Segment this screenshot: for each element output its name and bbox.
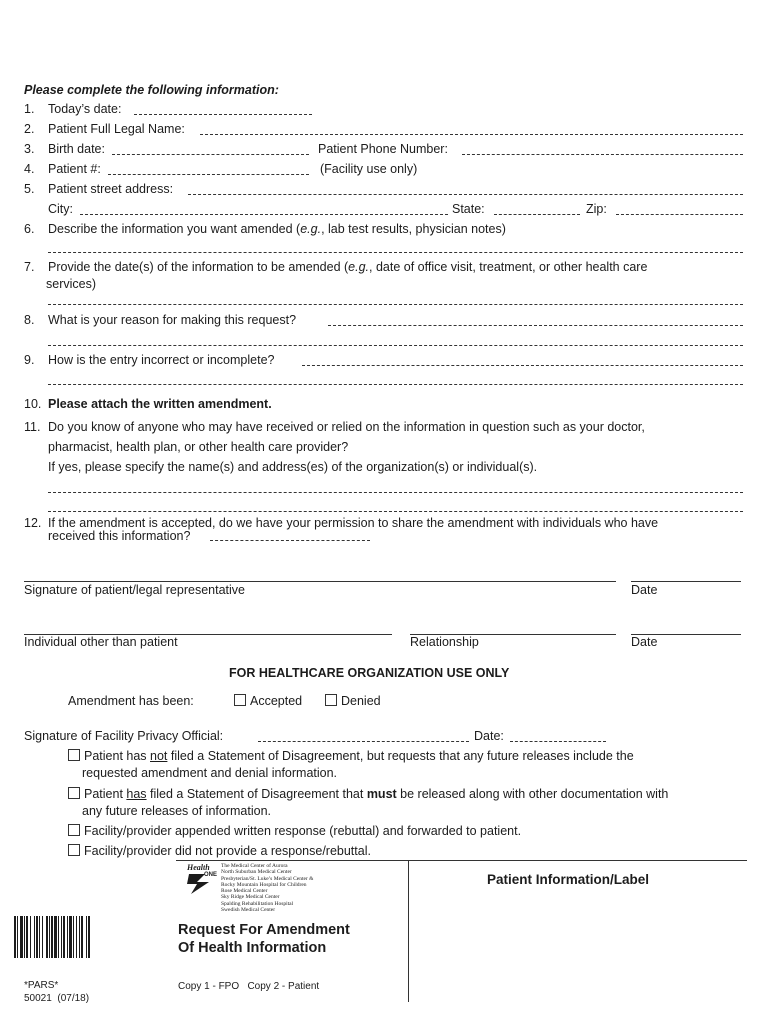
accepted-checkbox[interactable] [234,694,246,706]
phone-label: Patient Phone Number: [318,142,448,156]
q11-followup: If yes, please specify the name(s) and address(es) of the organization(s) or individual(s). [48,460,538,474]
q11-question-cont: pharmacist, health plan, or other health care provider? [48,440,349,454]
no-rebuttal-checkbox[interactable] [68,844,80,856]
hospital-name: North Suburban Medical Center [221,869,292,876]
svg-text:Health: Health [187,863,210,872]
q12-answer-field[interactable] [210,540,370,541]
other-individual-label: Individual other than patient [24,635,178,649]
accepted-label: Accepted [250,694,303,708]
option-disagreement-filed-cont: any future releases of information. [82,804,271,818]
privacy-official-label: Signature of Facility Privacy Official: [24,729,224,743]
street-address-label: Patient street address: [48,182,174,196]
option-no-disagreement[interactable]: Patient has not filed a Statement of Disagreement, but requests that any future releases include the [68,749,634,763]
patient-number-label: Patient #: [48,162,101,176]
q7-question-cont: services) [46,277,97,291]
city-field[interactable] [80,214,448,215]
hospital-name: Spalding Rehabilitation Hospital [221,900,294,907]
q9-number: 9. [24,353,35,367]
form-title-line2: Of Health Information [178,940,327,956]
svg-text:ONE: ONE [204,872,218,878]
copy-distribution: Copy 1 - FPO Copy 2 - Patient [178,981,320,992]
hospital-name: Rocky Mountain Hospital for Children [221,881,307,888]
healthone-logo [185,862,219,896]
privacy-date-field[interactable] [510,741,606,742]
birth-date-field[interactable] [112,154,309,155]
option-no-rebuttal[interactable]: Facility/provider did not provide a response/rebuttal. [68,844,371,858]
q11-answer-line-1[interactable] [48,492,743,493]
patient-signature-date-line[interactable] [631,581,741,582]
q10-instruction: Please attach the written amendment. [48,397,272,411]
patient-name-field[interactable] [200,134,743,135]
privacy-official-signature-field[interactable] [258,741,469,742]
footer-top-rule [176,860,747,861]
q9-question: How is the entry incorrect or incomplete? [48,353,275,367]
patient-name-label: Patient Full Legal Name: [48,122,185,136]
q12-number: 12. [24,516,42,530]
q8-answer-line-1[interactable] [328,325,743,326]
hospital-name: Sky Ridge Medical Center [221,894,280,901]
form-title-line1: Request For Amendment [178,922,350,938]
q10-number: 10. [24,397,42,411]
q9-answer-line-1[interactable] [302,365,743,366]
q12-question-cont: received this information? [48,529,191,543]
form-instructions: Please complete the following information: [24,83,279,97]
amendment-status-label: Amendment has been: [68,694,194,708]
office-use-heading: FOR HEALTHCARE ORGANIZATION USE ONLY [229,666,510,680]
patient-signature-label: Signature of patient/legal representative [24,583,245,597]
hospital-name: Presbyterian/St. Luke’s Medical Center & [221,875,314,882]
q7-question: Provide the date(s) of the information to be amended (e.g., date of office visit, treatment, or other health care [48,260,648,274]
patient-signature-date-label: Date [631,583,658,597]
q6-question: Describe the information you want amended (e.g., lab test results, physician notes) [48,222,506,236]
q11-number: 11. [24,420,41,434]
street-address-field[interactable] [188,194,743,195]
q12-question: If the amendment is accepted, do we have your permission to share the amendment with individuals who have [48,516,659,530]
privacy-date-label: Date: [474,729,504,743]
denied-option[interactable] [325,694,381,708]
birth-date-label: Birth date: [48,142,105,156]
q11-question: Do you know of anyone who may have received or relied on the information in question such as your doctor, [48,420,645,434]
phone-field[interactable] [462,154,743,155]
q7-number: 7. [24,260,35,274]
todays-date-field[interactable] [134,114,312,115]
q8-question: What is your reason for making this request? [48,313,297,327]
q6-answer-line[interactable] [48,252,743,253]
hospital-name: Rose Medical Center [221,888,268,895]
denied-label: Denied [341,694,381,708]
option-no-disagreement-cont: requested amendment and denial information. [82,766,338,780]
q7-answer-line[interactable] [48,304,743,305]
denied-checkbox[interactable] [325,694,337,706]
option-rebuttal-appended[interactable]: Facility/provider appended written response (rebuttal) and forwarded to patient. [68,824,521,838]
city-label: City: [48,202,73,216]
q11-answer-line-2[interactable] [48,511,743,512]
q5-number: 5. [24,182,35,196]
hospital-name: Swedish Medical Center [221,907,276,914]
q1-number: 1. [24,102,35,116]
todays-date-label: Today’s date: [48,102,122,116]
patient-label-area: Patient Information/Label [487,872,650,887]
zip-field[interactable] [616,214,743,215]
q2-number: 2. [24,122,35,136]
facility-use-note: (Facility use only) [320,162,418,176]
relationship-label: Relationship [410,635,479,649]
state-label: State: [452,202,485,216]
form-code: *PARS* [24,980,59,991]
no-disagreement-checkbox[interactable] [68,749,80,761]
q8-answer-line-2[interactable] [48,345,743,346]
rebuttal-appended-checkbox[interactable] [68,824,80,836]
zip-label: Zip: [586,202,607,216]
state-field[interactable] [494,214,580,215]
form-number: 50021 (07/18) [24,993,90,1004]
patient-signature-line[interactable] [24,581,616,582]
patient-number-field[interactable] [108,174,309,175]
q6-number: 6. [24,222,35,236]
hospital-name: The Medical Center of Aurora [221,863,288,869]
footer-divider [408,860,409,1002]
q3-number: 3. [24,142,35,156]
disagreement-filed-checkbox[interactable] [68,787,80,799]
q8-number: 8. [24,313,35,327]
barcode [14,916,120,958]
accepted-option[interactable] [234,694,302,708]
q4-number: 4. [24,162,35,176]
other-date-label: Date [631,635,658,649]
q9-answer-line-2[interactable] [48,384,743,385]
member-hospitals-list [221,863,313,913]
option-disagreement-filed[interactable]: Patient has filed a Statement of Disagreement that must be released along with other documentation with [68,787,668,801]
